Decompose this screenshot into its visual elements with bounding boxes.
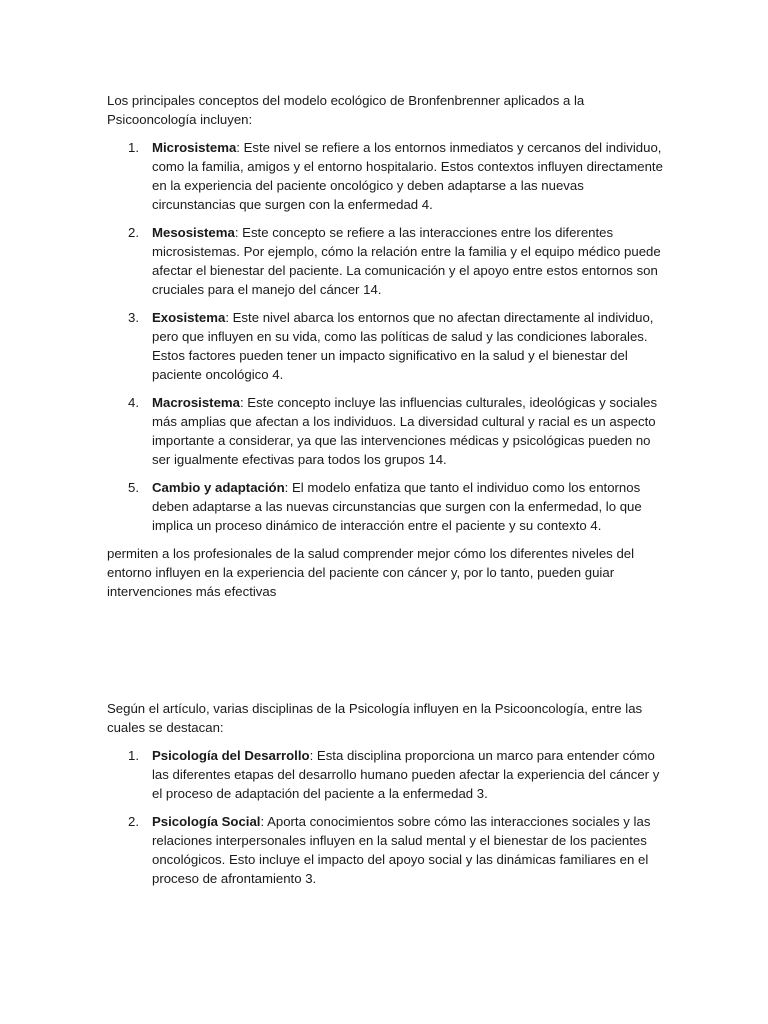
list-item	[107, 393, 667, 469]
list-number: 2.	[128, 225, 139, 240]
list-term: Macrosistema	[152, 395, 240, 410]
list-term: Cambio y adaptación	[152, 480, 285, 495]
list-number: 4.	[128, 395, 139, 410]
list-term: Psicología del Desarrollo	[152, 748, 310, 763]
list-text: : Este nivel abarca los entornos que no afectan directamente al individuo, pero que influyen en su vida, como las políticas de salud y las condiciones laborales. Estos factores pueden tener un impacto significativo en la salud y el bienestar del paciente oncológico 4.	[152, 310, 654, 382]
list-item	[107, 812, 667, 888]
list-text: : Este nivel se refiere a los entornos inmediatos y cercanos del individuo, como la familia, amigos y el entorno hospitalario. Estos contextos influyen directamente en la experiencia del paciente oncológico y deben adaptarse a las nuevas circunstancias que surgen con la enfermedad 4.	[152, 140, 663, 212]
list-term: Exosistema	[152, 310, 226, 325]
section-intro: Según el artículo, varias disciplinas de la Psicología influyen en la Psicooncología, entre las cuales se destacan:	[107, 701, 643, 735]
list-number: 5.	[128, 480, 139, 495]
list-number: 3.	[128, 310, 139, 325]
list-text: : Este concepto incluye las influencias culturales, ideológicas y sociales más amplias que afectan a los individuos. La diversidad cultural y racial es un aspecto importante a considerar, ya que las intervenciones médicas y psicológicas pueden no ser igualmente efectivas para todos los grupos 14.	[152, 395, 658, 467]
list-number: 1.	[128, 140, 139, 155]
closing-paragraph: permiten a los profesionales de la salud comprender mejor cómo los diferentes niveles del entorno influyen en la experiencia del paciente con cáncer y, por lo tanto, pueden guiar intervenciones más efectivas	[107, 546, 635, 599]
list-item	[107, 223, 667, 299]
list-number: 1.	[128, 748, 139, 763]
list-item	[107, 138, 667, 214]
list-item	[107, 478, 667, 535]
disciplines-list	[107, 746, 667, 888]
list-text: : Esta disciplina proporciona un marco para entender cómo las diferentes etapas del desarrollo humano pueden afectar la experiencia del cáncer y el proceso de adaptación del paciente a la enfermedad 3.	[152, 748, 660, 801]
list-text: : El modelo enfatiza que tanto el individuo como los entornos deben adaptarse a las nuevas circunstancias que surgen con la enfermedad, lo que implica un proceso dinámico de interacción entre el paciente y su contexto 4.	[152, 480, 642, 533]
list-term: Psicología Social	[152, 814, 261, 829]
section-intro: Los principales conceptos del modelo ecológico de Bronfenbrenner aplicados a la Psicooncología incluyen:	[107, 93, 585, 127]
list-item	[107, 308, 667, 384]
list-text: : Este concepto se refiere a las interacciones entre los diferentes microsistemas. Por ejemplo, cómo la relación entre la familia y el equipo médico puede afectar el bienestar del paciente. La comunicación y el apoyo entre estos entornos son cruciales para el manejo del cáncer 14.	[152, 225, 661, 297]
section-disciplines	[107, 699, 667, 888]
concepts-list	[107, 138, 667, 535]
list-number: 2.	[128, 814, 139, 829]
list-term: Microsistema	[152, 140, 237, 155]
list-item	[107, 746, 667, 803]
list-text: : Aporta conocimientos sobre cómo las interacciones sociales y las relaciones interpersonales influyen en la salud mental y el bienestar de los pacientes oncológicos. Esto incluye el impacto del apoyo social y las dinámicas familiares en el proceso de afrontamiento 3.	[152, 814, 651, 886]
section-bronfenbrenner	[107, 91, 667, 601]
list-term: Mesosistema	[152, 225, 235, 240]
